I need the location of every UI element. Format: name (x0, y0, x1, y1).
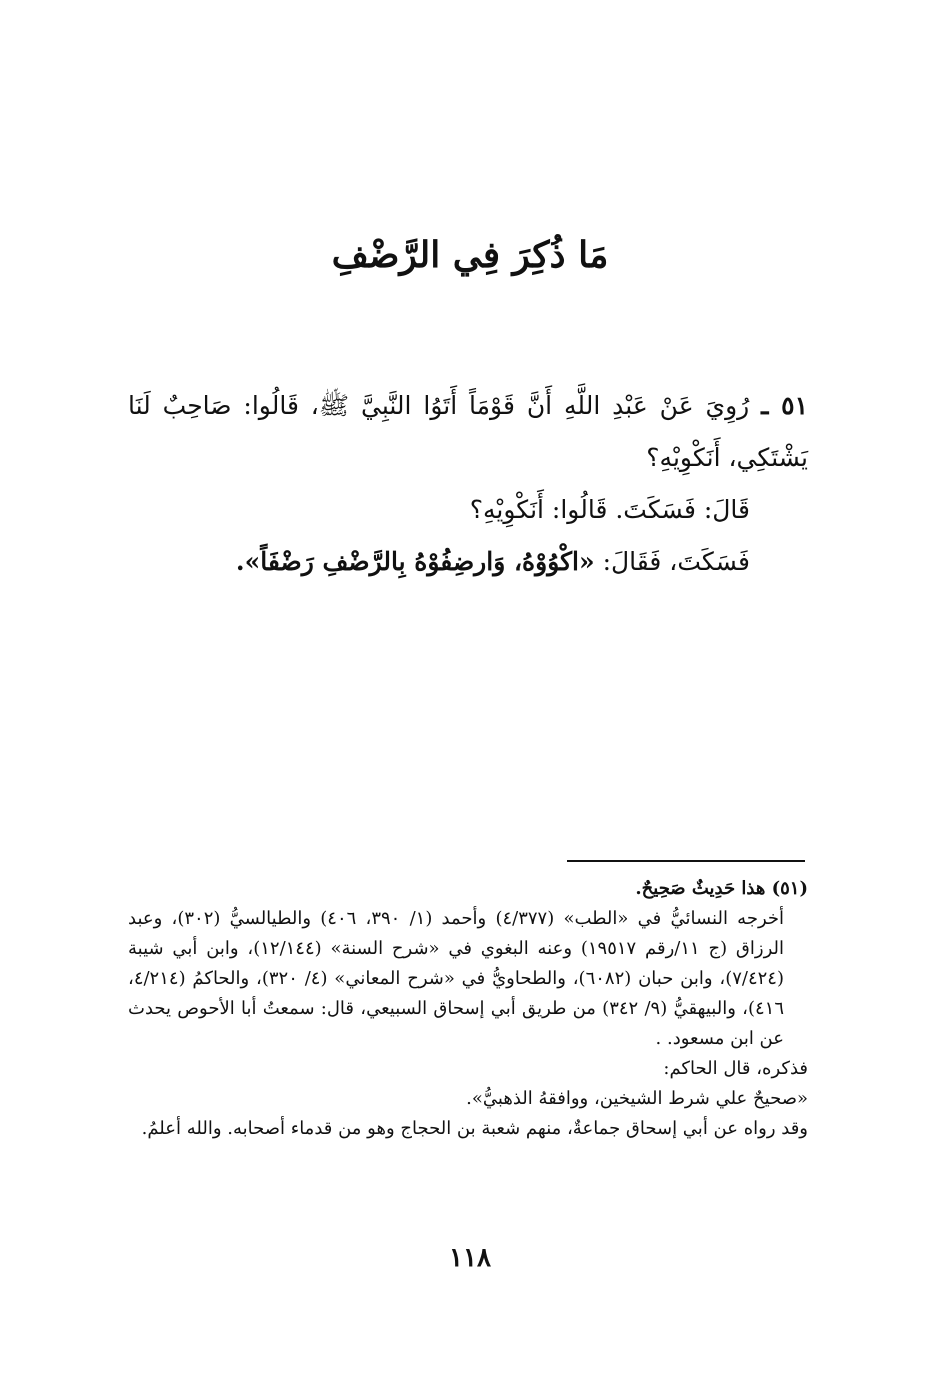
footnote-paragraph: وقد رواه عن أبي إسحاق جماعةٌ، منهم شعبة بن الحجاج وهو من قدماء أصحابه. والله أعلمُ. (141, 1118, 808, 1139)
hadith-paragraph-1 (128, 380, 808, 484)
footnotes (128, 874, 808, 1144)
page-number: ١١٨ (449, 1243, 491, 1273)
hadith-line-1: رُوِيَ عَنْ عَبْدِ اللَّهِ أَنَّ قَوْمَاً أَتَوُا النَّبِيَّ ﷺ، قَالُوا: صَاحِبٌ لَنَا يَشْتَكِي، أَنَكْوِيْهِ؟ (128, 391, 808, 472)
footnote-paragraph: فذكره، قال الحاكم: (663, 1058, 808, 1079)
footnote-heading: (٥١) هذا حَدِيثٌ صَحِيحٌ. (635, 878, 808, 899)
hadith-line-3-start: فَسَكَتَ، فَقَالَ: (602, 547, 750, 576)
hadith-text (128, 380, 808, 588)
footnote-divider (567, 860, 805, 862)
footnote-paragraph: أخرجه النسائيُّ في «الطب» (٤/٣٧٧) وأحمد (١/ ٣٩٠، ٤٠٦) والطيالسيُّ (٣٠٢)، وعبد الرزاق (ج ١١/رقم ١٩٥١٧) وعنه البغوي في «شرح السنة» (١٢/١٤٤)، وابن أبي شيبة (٧/٤٢٤)، وابن حبان (٦٠٨٢)، والطحاويُّ في «شرح المعاني» (٤/ ٣٢٠)، والحاكمُ (٤/٢١٤، ٤١٦)، والبيهقيُّ (٩/ ٣٤٢) من طريق أبي إسحاق السبيعي، قال: سمعتُ أبا الأحوص يحدث عن ابن مسعود. . (128, 908, 784, 1049)
hadith-quote: «اكْوُوْهُ، وَارضِفُوْهُ بِالرَّضْفِ رَضْفَاً». (235, 547, 595, 576)
chapter-title: مَا ذُكِرَ فِي الرَّضْفِ (331, 234, 609, 276)
footnote-paragraph: «صحيحٌ علي شرط الشيخين، ووافقهُ الذهبيُّ». (466, 1088, 808, 1109)
hadith-line-2: قَالَ: فَسَكَتَ. قَالُوا: أَنَكْوِيْهِ؟ (469, 495, 750, 524)
hadith-paragraph-2 (128, 484, 808, 536)
hadith-number: ٥١ ـ (761, 391, 809, 420)
hadith-paragraph-3 (128, 536, 808, 588)
